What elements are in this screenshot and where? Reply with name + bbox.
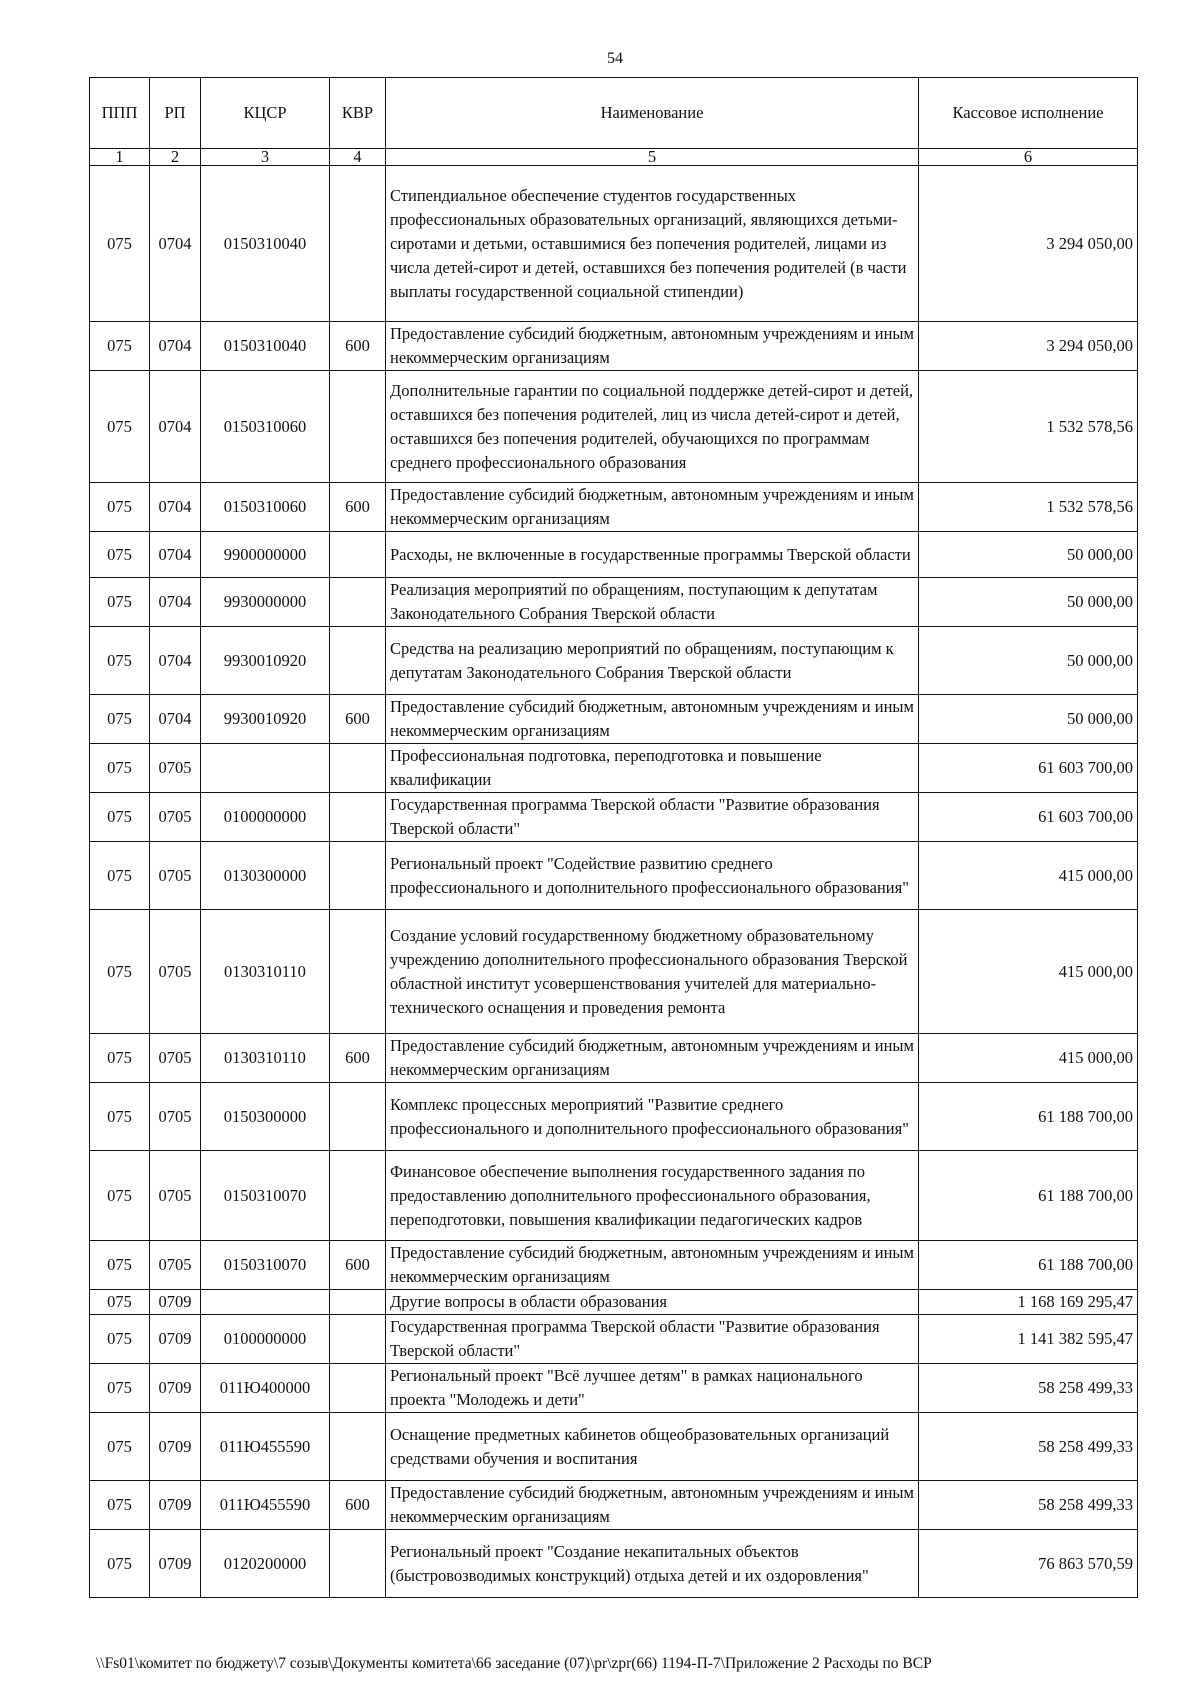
cell-ppp: 075	[90, 322, 150, 371]
cell-ppp: 075	[90, 910, 150, 1034]
cell-kvr: 600	[330, 695, 386, 744]
table-row	[90, 322, 1138, 371]
cell-kvr	[330, 793, 386, 842]
cell-kcsr: 0150310040	[201, 166, 330, 322]
table-row	[90, 166, 1138, 322]
table-row	[90, 627, 1138, 695]
cell-kcsr: 0130300000	[201, 842, 330, 910]
cell-kvr	[330, 166, 386, 322]
column-number: 1	[90, 149, 150, 166]
cell-amount: 61 603 700,00	[919, 744, 1138, 793]
cell-kcsr: 9930000000	[201, 578, 330, 627]
table-row	[90, 578, 1138, 627]
table-row	[90, 1364, 1138, 1413]
cell-rp: 0704	[150, 483, 201, 532]
cell-kvr	[330, 744, 386, 793]
cell-ppp: 075	[90, 1034, 150, 1083]
table-row	[90, 910, 1138, 1034]
cell-name: Дополнительные гарантии по социальной поддержке детей-сирот и детей, оставшихся без попечения родителей, лиц из числа детей-сирот и детей, оставшихся без попечения родителей, обучающихся по программам среднего профессионального образования	[386, 371, 919, 483]
table-row	[90, 532, 1138, 578]
cell-name: Государственная программа Тверской области "Развитие образования Тверской области"	[386, 793, 919, 842]
column-number: 3	[201, 149, 330, 166]
cell-kvr	[330, 578, 386, 627]
cell-name: Предоставление субсидий бюджетным, автономным учреждениям и иным некоммерческим организациям	[386, 1034, 919, 1083]
cell-kcsr: 9930010920	[201, 695, 330, 744]
cell-ppp: 075	[90, 371, 150, 483]
table-row	[90, 1530, 1138, 1598]
cell-kvr	[330, 371, 386, 483]
cell-name: Профессиональная подготовка, переподготовка и повышение квалификации	[386, 744, 919, 793]
cell-rp: 0709	[150, 1364, 201, 1413]
header-rp: РП	[150, 78, 201, 149]
cell-ppp: 075	[90, 578, 150, 627]
cell-kcsr: 0150310070	[201, 1151, 330, 1241]
cell-rp: 0705	[150, 1151, 201, 1241]
cell-ppp: 075	[90, 1530, 150, 1598]
cell-amount: 76 863 570,59	[919, 1530, 1138, 1598]
cell-kvr	[330, 1413, 386, 1481]
cell-kcsr	[201, 1290, 330, 1315]
cell-amount: 58 258 499,33	[919, 1413, 1138, 1481]
cell-kvr: 600	[330, 1481, 386, 1530]
table-row	[90, 1290, 1138, 1315]
column-number: 5	[386, 149, 919, 166]
cell-amount: 61 188 700,00	[919, 1151, 1138, 1241]
cell-name: Предоставление субсидий бюджетным, автономным учреждениям и иным некоммерческим организациям	[386, 1241, 919, 1290]
cell-rp: 0704	[150, 532, 201, 578]
cell-name: Средства на реализацию мероприятий по обращениям, поступающим к депутатам Законодательного Собрания Тверской области	[386, 627, 919, 695]
cell-kcsr: 0130310110	[201, 910, 330, 1034]
cell-rp: 0709	[150, 1530, 201, 1598]
cell-kvr	[330, 1151, 386, 1241]
cell-amount: 415 000,00	[919, 910, 1138, 1034]
cell-amount: 61 188 700,00	[919, 1241, 1138, 1290]
cell-name: Предоставление субсидий бюджетным, автономным учреждениям и иным некоммерческим организациям	[386, 322, 919, 371]
cell-ppp: 075	[90, 744, 150, 793]
cell-rp: 0709	[150, 1315, 201, 1364]
cell-name: Создание условий государственному бюджетному образовательному учреждению дополнительного профессионального образования Тверской областной институт усовершенствования учителей для материально-технического оснащения и проведения ремонта	[386, 910, 919, 1034]
cell-kvr: 600	[330, 1034, 386, 1083]
cell-name: Реализация мероприятий по обращениям, поступающим к депутатам Законодательного Собрания Тверской области	[386, 578, 919, 627]
cell-name: Государственная программа Тверской области "Развитие образования Тверской области"	[386, 1315, 919, 1364]
cell-ppp: 075	[90, 793, 150, 842]
cell-amount: 1 532 578,56	[919, 371, 1138, 483]
cell-rp: 0704	[150, 322, 201, 371]
cell-ppp: 075	[90, 1413, 150, 1481]
column-number-row	[90, 149, 1138, 166]
cell-rp: 0705	[150, 1034, 201, 1083]
cell-amount: 50 000,00	[919, 532, 1138, 578]
cell-name: Расходы, не включенные в государственные программы Тверской области	[386, 532, 919, 578]
cell-name: Региональный проект "Содействие развитию среднего профессионального и дополнительного профессионального образования"	[386, 842, 919, 910]
cell-kvr	[330, 627, 386, 695]
table-body	[90, 166, 1138, 1598]
cell-rp: 0709	[150, 1290, 201, 1315]
cell-amount: 50 000,00	[919, 578, 1138, 627]
table-row	[90, 793, 1138, 842]
cell-kcsr: 011Ю455590	[201, 1413, 330, 1481]
header-ppp: ППП	[90, 78, 150, 149]
cell-rp: 0704	[150, 166, 201, 322]
cell-rp: 0704	[150, 578, 201, 627]
cell-ppp: 075	[90, 483, 150, 532]
cell-rp: 0704	[150, 627, 201, 695]
cell-kcsr: 011Ю455590	[201, 1481, 330, 1530]
cell-rp: 0704	[150, 371, 201, 483]
cell-ppp: 075	[90, 1481, 150, 1530]
cell-ppp: 075	[90, 1241, 150, 1290]
cell-kvr	[330, 1083, 386, 1151]
cell-rp: 0705	[150, 744, 201, 793]
table-row	[90, 1083, 1138, 1151]
cell-name: Другие вопросы в области образования	[386, 1290, 919, 1315]
cell-kcsr: 0150310040	[201, 322, 330, 371]
cell-rp: 0705	[150, 1083, 201, 1151]
cell-kvr	[330, 1364, 386, 1413]
cell-amount: 1 532 578,56	[919, 483, 1138, 532]
table-row	[90, 744, 1138, 793]
cell-rp: 0705	[150, 910, 201, 1034]
cell-amount: 1 168 169 295,47	[919, 1290, 1138, 1315]
column-number: 2	[150, 149, 201, 166]
footer-file-path: \\Fs01\комитет по бюджету\7 созыв\Документы комитета\66 заседание (07)\pr\zpr(66) 1194-П-7\Приложение 2 Расходы по ВСР	[96, 1655, 932, 1672]
column-number: 4	[330, 149, 386, 166]
cell-kvr: 600	[330, 322, 386, 371]
table-row	[90, 1151, 1138, 1241]
header-amount: Кассовое исполнение	[919, 78, 1138, 149]
cell-kcsr: 0150300000	[201, 1083, 330, 1151]
cell-amount: 58 258 499,33	[919, 1481, 1138, 1530]
table-header-row	[90, 78, 1138, 149]
cell-amount: 50 000,00	[919, 695, 1138, 744]
cell-name: Комплекс процессных мероприятий "Развитие среднего профессионального и дополнительного профессионального образования"	[386, 1083, 919, 1151]
cell-kcsr: 0130310110	[201, 1034, 330, 1083]
cell-kvr	[330, 842, 386, 910]
cell-ppp: 075	[90, 1315, 150, 1364]
cell-name: Региональный проект "Всё лучшее детям" в рамках национального проекта "Молодежь и дети"	[386, 1364, 919, 1413]
header-name: Наименование	[386, 78, 919, 149]
table-row	[90, 695, 1138, 744]
cell-kcsr: 0120200000	[201, 1530, 330, 1598]
cell-name: Предоставление субсидий бюджетным, автономным учреждениям и иным некоммерческим организациям	[386, 483, 919, 532]
page-number: 54	[607, 50, 623, 67]
cell-kcsr: 0150310060	[201, 483, 330, 532]
table-row	[90, 483, 1138, 532]
cell-amount: 50 000,00	[919, 627, 1138, 695]
cell-kvr	[330, 1290, 386, 1315]
cell-kvr: 600	[330, 1241, 386, 1290]
cell-name: Региональный проект "Создание некапитальных объектов (быстровозводимых конструкций) отдыха детей и их оздоровления"	[386, 1530, 919, 1598]
cell-kcsr: 0150310060	[201, 371, 330, 483]
cell-ppp: 075	[90, 695, 150, 744]
column-number: 6	[919, 149, 1138, 166]
budget-table	[89, 77, 1138, 1598]
cell-amount: 3 294 050,00	[919, 166, 1138, 322]
cell-rp: 0709	[150, 1481, 201, 1530]
cell-amount: 61 603 700,00	[919, 793, 1138, 842]
table-row	[90, 1241, 1138, 1290]
cell-name: Стипендиальное обеспечение студентов государственных профессиональных образовательных организаций, являющихся детьми-сиротами и детьми, оставшимися без попечения родителей, лицами из числа детей-сирот и детей, оставшихся без попечения родителей (в части выплаты государственной социальной стипендии)	[386, 166, 919, 322]
cell-ppp: 075	[90, 166, 150, 322]
cell-kvr	[330, 532, 386, 578]
cell-amount: 58 258 499,33	[919, 1364, 1138, 1413]
cell-rp: 0705	[150, 793, 201, 842]
table-row	[90, 1034, 1138, 1083]
cell-rp: 0709	[150, 1413, 201, 1481]
header-kvr: КВР	[330, 78, 386, 149]
cell-rp: 0705	[150, 842, 201, 910]
header-kcsr: КЦСР	[201, 78, 330, 149]
cell-name: Предоставление субсидий бюджетным, автономным учреждениям и иным некоммерческим организациям	[386, 1481, 919, 1530]
cell-kvr	[330, 1315, 386, 1364]
table-row	[90, 371, 1138, 483]
cell-name: Финансовое обеспечение выполнения государственного задания по предоставлению дополнительного профессионального образования, переподготовки, повышения квалификации педагогических кадров	[386, 1151, 919, 1241]
cell-kcsr: 011Ю400000	[201, 1364, 330, 1413]
table-row	[90, 1413, 1138, 1481]
cell-kcsr: 9900000000	[201, 532, 330, 578]
cell-amount: 61 188 700,00	[919, 1083, 1138, 1151]
cell-kvr: 600	[330, 483, 386, 532]
cell-kvr	[330, 1530, 386, 1598]
cell-ppp: 075	[90, 1364, 150, 1413]
cell-kcsr: 0100000000	[201, 1315, 330, 1364]
cell-kcsr: 0100000000	[201, 793, 330, 842]
cell-amount: 415 000,00	[919, 842, 1138, 910]
cell-ppp: 075	[90, 1151, 150, 1241]
cell-name: Оснащение предметных кабинетов общеобразовательных организаций средствами обучения и воспитания	[386, 1413, 919, 1481]
cell-ppp: 075	[90, 532, 150, 578]
cell-amount: 3 294 050,00	[919, 322, 1138, 371]
cell-name: Предоставление субсидий бюджетным, автономным учреждениям и иным некоммерческим организациям	[386, 695, 919, 744]
table-row	[90, 842, 1138, 910]
cell-kcsr	[201, 744, 330, 793]
cell-amount: 1 141 382 595,47	[919, 1315, 1138, 1364]
cell-kcsr: 0150310070	[201, 1241, 330, 1290]
cell-rp: 0705	[150, 1241, 201, 1290]
cell-ppp: 075	[90, 842, 150, 910]
table-row	[90, 1315, 1138, 1364]
cell-rp: 0704	[150, 695, 201, 744]
table-row	[90, 1481, 1138, 1530]
cell-amount: 415 000,00	[919, 1034, 1138, 1083]
cell-kvr	[330, 910, 386, 1034]
cell-ppp: 075	[90, 1083, 150, 1151]
cell-ppp: 075	[90, 627, 150, 695]
cell-ppp: 075	[90, 1290, 150, 1315]
cell-kcsr: 9930010920	[201, 627, 330, 695]
